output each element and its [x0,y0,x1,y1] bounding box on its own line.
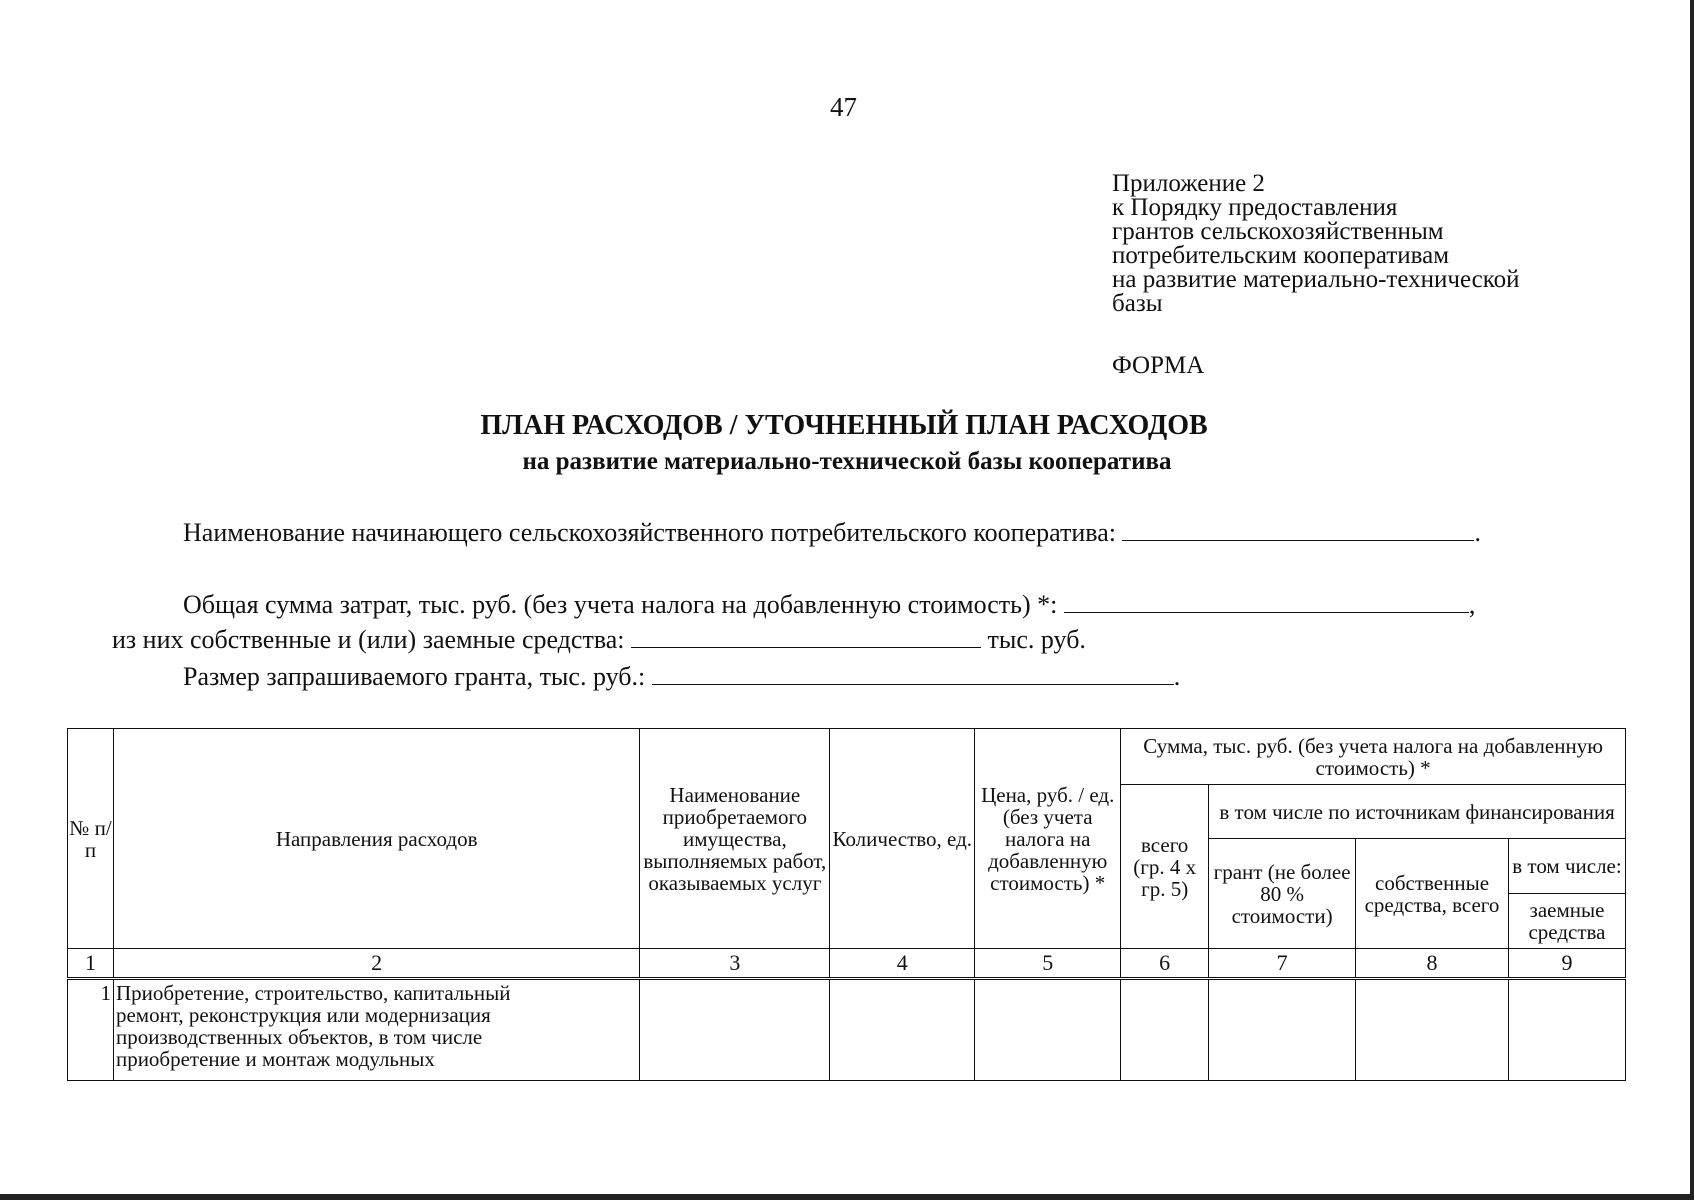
header-grant: грант (не более 80 % стоимости) [1209,839,1356,949]
row-grant-cell[interactable] [1209,979,1356,1081]
header-including: в том числе: [1508,839,1625,894]
appendix-line: потребительским кооперативам [1112,242,1450,269]
column-number: 8 [1356,949,1509,979]
row-direction-line: Приобретение, строительство, капитальный [115,981,511,1005]
header-property: Наименование приобретаемого имущества, выполняемых работ, оказываемых услуг [640,729,830,949]
coop-name-end: . [1474,518,1481,547]
column-number: 2 [113,949,639,979]
scan-edge-bottom [0,1194,1694,1200]
coop-name-label: Наименование начинающего сельскохозяйственного потребительского кооператива: [183,518,1116,547]
document-title: ПЛАН РАСХОДОВ / УТОЧНЕННЫЙ ПЛАН РАСХОДОВ [480,410,1208,441]
column-number: 5 [975,949,1121,979]
own-funds-blank[interactable] [631,625,981,648]
appendix-line: Приложение 2 [1112,170,1265,197]
row-price-cell[interactable] [975,979,1121,1081]
header-borrowed: заемные средства [1508,894,1625,949]
grant-size-blank[interactable] [652,662,1174,685]
header-direction: Направления расходов [113,729,639,949]
appendix-line: грантов сельскохозяйственным [1112,218,1444,245]
total-costs-blank[interactable] [1064,590,1469,613]
column-number: 3 [640,949,830,979]
row-direction-line: приобретение и монтаж модульных [115,1047,435,1071]
coop-name-blank[interactable] [1122,518,1474,541]
page-number: 47 [830,92,857,122]
row-number: 1 [68,979,114,1081]
row-borrowed-cell[interactable] [1508,979,1625,1081]
own-funds-label: из них собственные и (или) заемные средства: [112,625,625,654]
document-subtitle: на развитие материально-технической базы кооператива [522,448,1172,475]
row-direction [113,979,639,1081]
column-number: 7 [1209,949,1356,979]
appendix-line: на развитие материально-технической [1112,266,1520,293]
grant-size-label: Размер запрашиваемого гранта, тыс. руб.: [183,662,646,691]
column-number: 1 [68,949,114,979]
coop-name-field [183,518,1481,548]
appendix-line: к Порядку предоставления [1112,194,1398,221]
header-quantity: Количество, ед. [830,729,975,949]
header-num: № п/п [68,729,114,949]
row-total-cell[interactable] [1121,979,1209,1081]
column-number: 4 [830,949,975,979]
total-costs-label: Общая сумма затрат, тыс. руб. (без учета налога на добавленную стоимость) *: [183,590,1058,619]
row-property-cell[interactable] [640,979,830,1081]
appendix-line: базы [1112,290,1163,317]
form-label: ФОРМА [1112,352,1205,379]
grant-size-end: . [1173,662,1181,691]
row-direction-line: производственных объектов, в том числе [115,1025,483,1049]
scan-edge-right [1690,0,1694,1200]
header-own-funds: собственные средства, всего [1356,839,1509,949]
header-by-sources: в том числе по источникам финансирования [1209,785,1626,839]
column-number: 6 [1121,949,1209,979]
header-price: Цена, руб. / ед. (без учета налога на добавленную стоимость) * [975,729,1121,949]
total-costs-field [183,590,1475,620]
row-own-funds-cell[interactable] [1356,979,1509,1081]
table-row [68,979,1626,1081]
header-sum: Сумма, тыс. руб. (без учета налога на добавленную стоимость) * [1121,729,1626,785]
row-direction-line: ремонт, реконструкция или модернизация [115,1003,491,1027]
expense-plan-table [67,728,1626,1081]
row-quantity-cell[interactable] [830,979,975,1081]
own-funds-field [112,625,1086,655]
appendix-block [1112,172,1520,316]
header-total: всего (гр. 4 х гр. 5) [1121,785,1209,949]
column-number: 9 [1508,949,1625,979]
grant-size-field [183,662,1180,692]
own-funds-end: тыс. руб. [987,625,1086,654]
total-costs-end: , [1468,590,1476,619]
